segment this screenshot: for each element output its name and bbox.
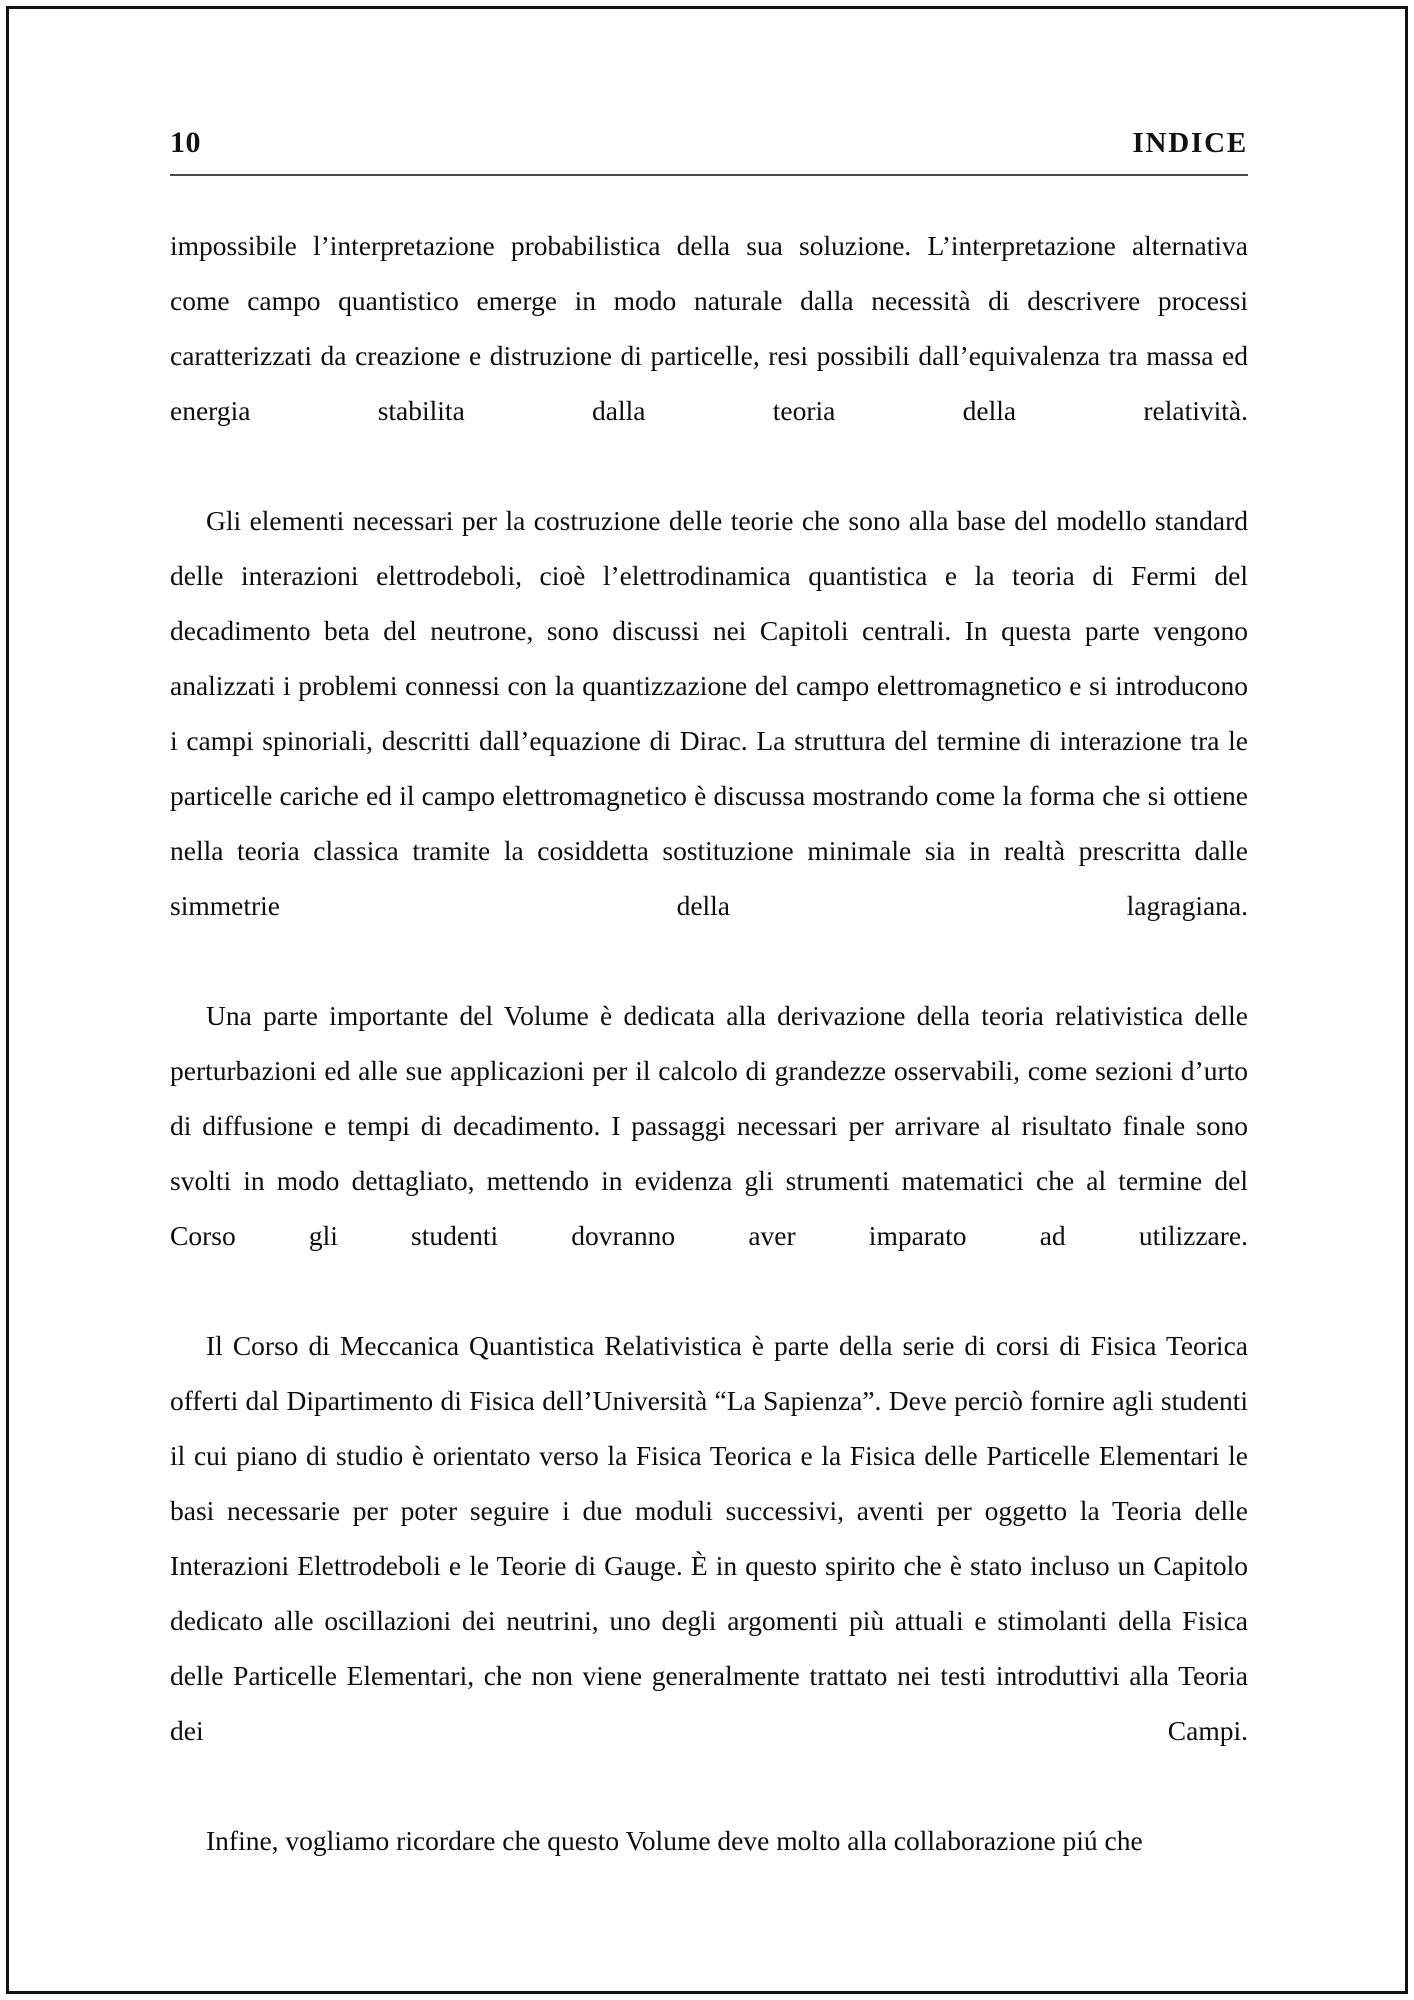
running-head-title: INDICE xyxy=(1132,127,1248,159)
header-rule xyxy=(170,174,1248,176)
paragraph: Il Corso di Meccanica Quantistica Relativistica è parte della serie di corsi di Fisica Teorica offerti dal Dipartimento di Fisica dell’Università “La Sapienza”. Deve perciò fornire agli studenti il cui piano di studio è orientato verso la Fisica Teorica e la Fisica delle Particelle Elementari le basi necessarie per poter seguire i due moduli successivi, aventi per oggetto la Teoria delle Interazioni Elettrodeboli e le Teorie di Gauge. È in questo spirito che è stato incluso un Capitolo dedicato alle oscillazioni dei neutrini, uno degli argomenti più attuali e stimolanti della Fisica delle Particelle Elementari, che non viene generalmente trattato nei testi introduttivi alla Teoria dei Campi. xyxy=(170,1330,1248,1746)
page-number: 10 xyxy=(170,126,201,159)
page-content xyxy=(170,0,1248,1868)
paragraph: Una parte importante del Volume è dedicata alla derivazione della teoria relativistica delle perturbazioni ed alle sue applicazioni per il calcolo di grandezze osservabili, come sezioni d’urto di diffusione e tempi di decadimento. I passaggi necessari per arrivare al risultato finale sono svolti in modo dettagliato, mettendo in evidenza gli strumenti matematici che al termine del Corso gli studenti dovranno aver imparato ad utilizzare. xyxy=(170,1000,1248,1251)
paragraph: impossibile l’interpretazione probabilistica della sua soluzione. L’interpretazione alternativa come campo quantistico emerge in modo naturale dalla necessità di descrivere processi caratterizzati da creazione e distruzione di particelle, resi possibili dall’equivalenza tra massa ed energia stabilita dalla teoria della relatività. xyxy=(170,230,1248,426)
paragraph: Gli elementi necessari per la costruzione delle teorie che sono alla base del modello standard delle interazioni elettrodeboli, cioè l’elettrodinamica quantistica e la teoria di Fermi del decadimento beta del neutrone, sono discussi nei Capitoli centrali. In questa parte vengono analizzati i problemi connessi con la quantizzazione del campo elettromagnetico e si introducono i campi spinoriali, descritti dall’equazione di Dirac. La struttura del termine di interazione tra le particelle cariche ed il campo elettromagnetico è discussa mostrando come la forma che si ottiene nella teoria classica tramite la cosiddetta sostituzione minimale sia in realtà prescritta dalle simmetrie della lagragiana. xyxy=(170,505,1248,921)
paragraph: Infine, vogliamo ricordare che questo Volume deve molto alla collaborazione piú che xyxy=(206,1825,1143,1856)
running-header xyxy=(170,128,1248,168)
body-text xyxy=(170,218,1248,1868)
